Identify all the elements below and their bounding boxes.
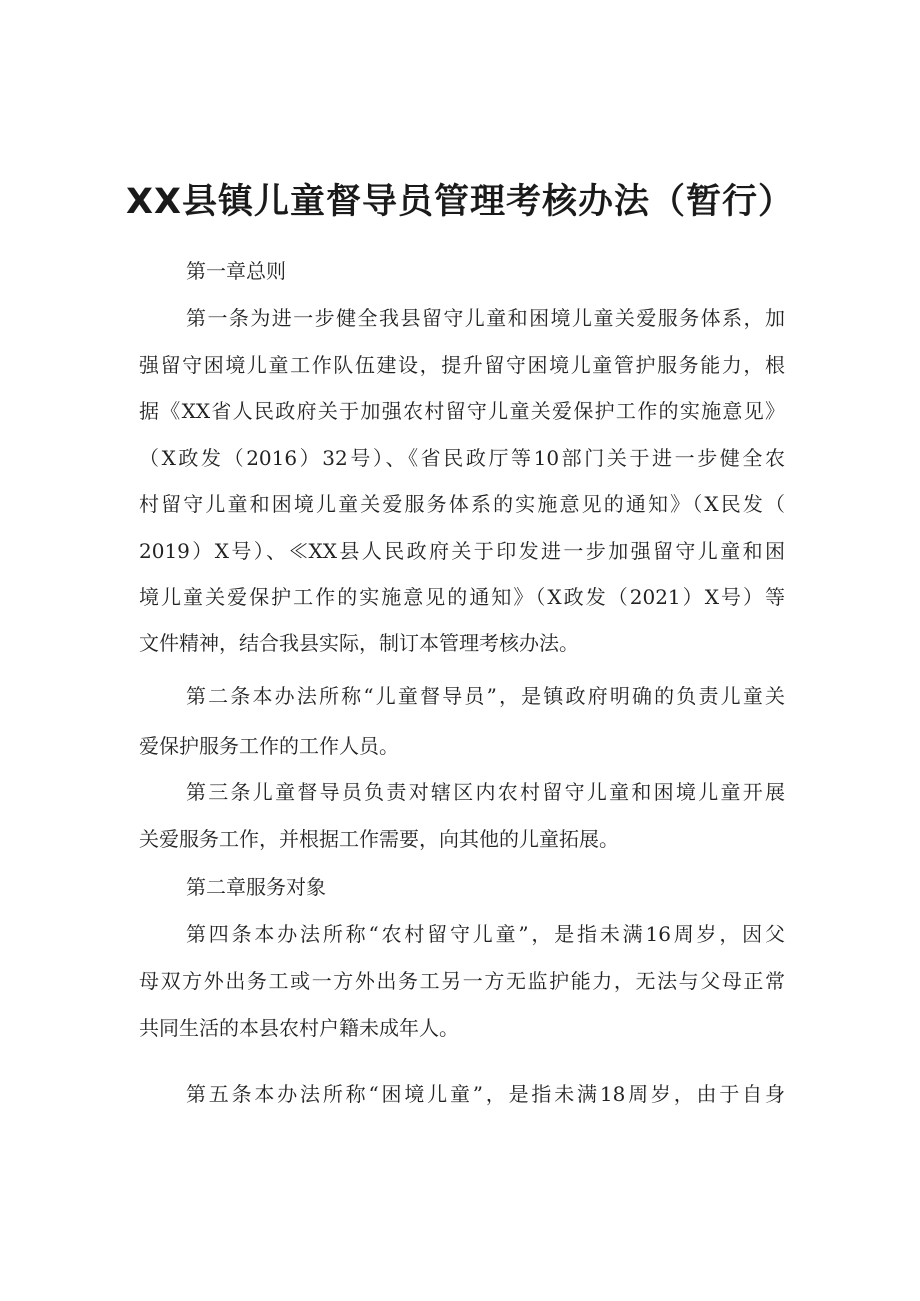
paragraph-line: 第三条儿童督导员负责对辖区内农村留守儿童和困境儿童开展 xyxy=(186,780,785,804)
paragraph-line: 关爱服务工作，并根据工作需要，向其他的儿童拓展。 xyxy=(139,827,619,851)
chapter-heading-general: 第一章总则 xyxy=(186,259,286,283)
paragraph-line: 爱保护服务工作的工作人员。 xyxy=(139,734,399,758)
paragraph-line: 母双方外出务工或一方外出务工另一方无监护能力，无法与父母正常 xyxy=(139,969,785,993)
paragraph-line: 第二条本办法所称“儿童督导员”，是镇政府明确的负责儿童关 xyxy=(186,684,785,708)
paragraph-line: 第一条为进一步健全我县留守儿童和困境儿童关爱服务体系，加 xyxy=(186,306,785,330)
paragraph-line: 2019）X号）、≪XX县人民政府关于印发进一步加强留守儿童和困 xyxy=(139,539,785,563)
paragraph-line: 据《XX省人民政府关于加强农村留守儿童关爱保护工作的实施意见》 xyxy=(139,399,785,423)
paragraph-line: （X政发（2016）32号）、《省民政厅等10部门关于进一步健全农 xyxy=(139,446,785,470)
document-title: XX县镇儿童督导员管理考核办法（暂行） xyxy=(126,182,794,222)
paragraph-line: 第五条本办法所称“困境儿童”，是指未满18周岁，由于自身 xyxy=(186,1082,785,1106)
paragraph-line: 境儿童关爱保护工作的实施意见的通知》（X政发（2021）X号）等 xyxy=(139,585,785,609)
paragraph-line: 共同生活的本县农村户籍未成年人。 xyxy=(139,1016,459,1040)
paragraph-line: 文件精神，结合我县实际，制订本管理考核办法。 xyxy=(139,631,579,655)
chapter-heading-service-targets: 第二章服务对象 xyxy=(186,875,326,899)
paragraph-line: 村留守儿童和困境儿童关爱服务体系的实施意见的通知》（X民发（ xyxy=(139,492,785,516)
paragraph-line: 第四条本办法所称“农村留守儿童”，是指未满16周岁，因父 xyxy=(186,922,785,946)
paragraph-line: 强留守困境儿童工作队伍建设，提升留守困境儿童管护服务能力，根 xyxy=(139,353,785,377)
